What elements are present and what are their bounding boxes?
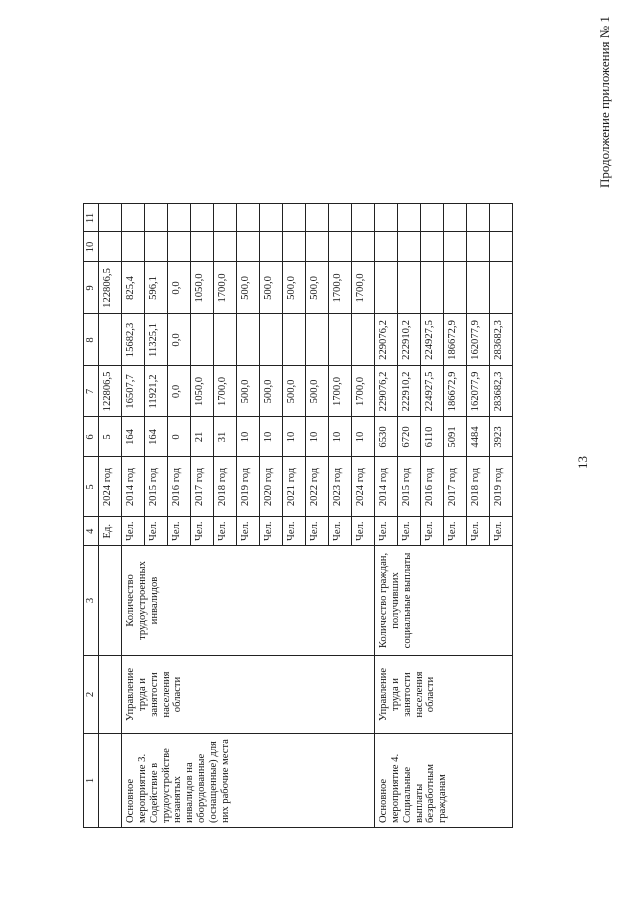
value-cell: 10 [306, 417, 329, 457]
total-cell: 1700,0 [352, 366, 375, 417]
col10-cell [444, 232, 467, 262]
unit-cell: Ед. [99, 517, 122, 546]
year-cell: 2018 год [214, 457, 237, 517]
indicator-cell: Количество трудоустроенных инвалидов [122, 546, 375, 656]
unit-cell: Чел. [375, 517, 398, 546]
value-cell: 4484 [467, 417, 490, 457]
federal-budget-cell: 1700,0 [214, 262, 237, 314]
unit-cell: Чел. [237, 517, 260, 546]
unit-cell: Чел. [283, 517, 306, 546]
unit-cell: Чел. [260, 517, 283, 546]
total-cell: 224927,5 [421, 366, 444, 417]
col11-cell [122, 204, 145, 232]
col10-cell [375, 232, 398, 262]
value-cell: 21 [191, 417, 214, 457]
col10-cell [421, 232, 444, 262]
federal-budget-cell: 596,1 [145, 262, 168, 314]
value-cell: 10 [260, 417, 283, 457]
regional-budget-cell: 11325,1 [145, 314, 168, 366]
total-cell: 122806,5 [99, 366, 122, 417]
regional-budget-cell: 222910,2 [398, 314, 421, 366]
table-row [122, 204, 145, 828]
regional-budget-cell [214, 314, 237, 366]
value-cell: 10 [283, 417, 306, 457]
regional-budget-cell [352, 314, 375, 366]
col10-cell [490, 232, 513, 262]
year-cell: 2024 год [352, 457, 375, 517]
unit-cell: Чел. [467, 517, 490, 546]
year-cell: 2019 год [490, 457, 513, 517]
col10-cell [467, 232, 490, 262]
col11-cell [99, 204, 122, 232]
year-cell: 2016 год [421, 457, 444, 517]
year-cell: 2017 год [191, 457, 214, 517]
total-cell: 229076,2 [375, 366, 398, 417]
value-cell: 3923 [490, 417, 513, 457]
col10-cell [237, 232, 260, 262]
col10-cell [99, 232, 122, 262]
value-cell: 5 [99, 417, 122, 457]
unit-cell: Чел. [329, 517, 352, 546]
total-cell: 11921,2 [145, 366, 168, 417]
column-number-cell: 10 [84, 232, 99, 262]
total-cell: 500,0 [237, 366, 260, 417]
activity-cell [99, 734, 122, 828]
column-number-row [84, 204, 99, 828]
col10-cell [352, 232, 375, 262]
value-cell: 164 [122, 417, 145, 457]
regional-budget-cell: 0,0 [168, 314, 191, 366]
col11-cell [145, 204, 168, 232]
unit-cell: Чел. [145, 517, 168, 546]
col11-cell [375, 204, 398, 232]
col11-cell [191, 204, 214, 232]
year-cell: 2016 год [168, 457, 191, 517]
regional-budget-cell: 224927,5 [421, 314, 444, 366]
col11-cell [214, 204, 237, 232]
federal-budget-cell: 1700,0 [352, 262, 375, 314]
column-number-cell: 8 [84, 314, 99, 366]
value-cell: 6110 [421, 417, 444, 457]
unit-cell: Чел. [214, 517, 237, 546]
value-cell: 10 [352, 417, 375, 457]
regional-budget-cell [329, 314, 352, 366]
column-number-cell: 6 [84, 417, 99, 457]
col11-cell [306, 204, 329, 232]
year-cell: 2017 год [444, 457, 467, 517]
col11-cell [237, 204, 260, 232]
year-cell: 2023 год [329, 457, 352, 517]
indicator-cell: Количество граждан, получивших социальные выплаты [375, 546, 513, 656]
total-cell: 500,0 [283, 366, 306, 417]
regional-budget-cell [260, 314, 283, 366]
executor-cell: Управление труда и занятости населения области [375, 656, 513, 734]
executor-cell: Управление труда и занятости населения области [122, 656, 375, 734]
unit-cell: Чел. [122, 517, 145, 546]
col10-cell [214, 232, 237, 262]
total-cell: 1050,0 [191, 366, 214, 417]
unit-cell: Чел. [398, 517, 421, 546]
total-cell: 1700,0 [214, 366, 237, 417]
total-cell: 162077,9 [467, 366, 490, 417]
federal-budget-cell: 500,0 [237, 262, 260, 314]
year-cell: 2020 год [260, 457, 283, 517]
column-number-cell: 4 [84, 517, 99, 546]
executor-cell [99, 656, 122, 734]
col10-cell [122, 232, 145, 262]
total-cell: 500,0 [306, 366, 329, 417]
federal-budget-cell [398, 262, 421, 314]
col11-cell [421, 204, 444, 232]
unit-cell: Чел. [490, 517, 513, 546]
total-cell: 16507,7 [122, 366, 145, 417]
col11-cell [444, 204, 467, 232]
federal-budget-cell [421, 262, 444, 314]
regional-budget-cell: 162077,9 [467, 314, 490, 366]
col10-cell [168, 232, 191, 262]
regional-budget-cell [237, 314, 260, 366]
federal-budget-cell: 122806,5 [99, 262, 122, 314]
year-cell: 2022 год [306, 457, 329, 517]
col11-cell [329, 204, 352, 232]
page-number: 13 [575, 456, 590, 469]
year-cell: 2024 год [99, 457, 122, 517]
regional-budget-cell: 186672,9 [444, 314, 467, 366]
total-cell: 500,0 [260, 366, 283, 417]
total-cell: 186672,9 [444, 366, 467, 417]
column-number-cell: 7 [84, 366, 99, 417]
year-cell: 2014 год [122, 457, 145, 517]
value-cell: 10 [237, 417, 260, 457]
appendix-continuation-note: Продолжение приложения № 1 [597, 16, 612, 188]
federal-budget-cell: 500,0 [306, 262, 329, 314]
value-cell: 31 [214, 417, 237, 457]
total-cell: 0,0 [168, 366, 191, 417]
col11-cell [490, 204, 513, 232]
col10-cell [398, 232, 421, 262]
value-cell: 0 [168, 417, 191, 457]
column-number-cell: 11 [84, 204, 99, 232]
total-cell: 1700,0 [329, 366, 352, 417]
federal-budget-cell: 500,0 [283, 262, 306, 314]
column-number-cell: 3 [84, 546, 99, 656]
federal-budget-cell [467, 262, 490, 314]
total-cell: 283682,3 [490, 366, 513, 417]
total-cell: 222910,2 [398, 366, 421, 417]
regional-budget-cell: 283682,3 [490, 314, 513, 366]
regional-budget-cell [283, 314, 306, 366]
col11-cell [260, 204, 283, 232]
unit-cell: Чел. [191, 517, 214, 546]
federal-budget-cell: 1050,0 [191, 262, 214, 314]
unit-cell: Чел. [168, 517, 191, 546]
year-cell: 2015 год [398, 457, 421, 517]
table-row [99, 204, 122, 828]
federal-budget-cell: 500,0 [260, 262, 283, 314]
unit-cell: Чел. [421, 517, 444, 546]
federal-budget-cell: 0,0 [168, 262, 191, 314]
unit-cell: Чел. [444, 517, 467, 546]
column-number-cell: 9 [84, 262, 99, 314]
year-cell: 2014 год [375, 457, 398, 517]
federal-budget-cell: 825,4 [122, 262, 145, 314]
col11-cell [283, 204, 306, 232]
unit-cell: Чел. [306, 517, 329, 546]
year-cell: 2021 год [283, 457, 306, 517]
year-cell: 2018 год [467, 457, 490, 517]
activity-cell: Основное мероприятие 3. Содействие в трудоустройстве незанятых инвалидов на оборудованные (оснащенные) для них рабочие места [122, 734, 375, 828]
indicators-table [83, 203, 513, 828]
col10-cell [329, 232, 352, 262]
federal-budget-cell [375, 262, 398, 314]
column-number-cell: 5 [84, 457, 99, 517]
regional-budget-cell: 229076,2 [375, 314, 398, 366]
regional-budget-cell [99, 314, 122, 366]
value-cell: 10 [329, 417, 352, 457]
col11-cell [352, 204, 375, 232]
value-cell: 6530 [375, 417, 398, 457]
year-cell: 2015 год [145, 457, 168, 517]
col10-cell [191, 232, 214, 262]
year-cell: 2019 год [237, 457, 260, 517]
activity-cell: Основное мероприятие 4. Социальные выплаты безработным гражданам [375, 734, 513, 828]
value-cell: 6720 [398, 417, 421, 457]
col11-cell [168, 204, 191, 232]
col10-cell [260, 232, 283, 262]
col10-cell [283, 232, 306, 262]
unit-cell: Чел. [352, 517, 375, 546]
regional-budget-cell [306, 314, 329, 366]
col11-cell [467, 204, 490, 232]
value-cell: 164 [145, 417, 168, 457]
regional-budget-cell: 15682,3 [122, 314, 145, 366]
column-number-cell: 1 [84, 734, 99, 828]
col10-cell [145, 232, 168, 262]
federal-budget-cell [490, 262, 513, 314]
col10-cell [306, 232, 329, 262]
value-cell: 5091 [444, 417, 467, 457]
col11-cell [398, 204, 421, 232]
federal-budget-cell: 1700,0 [329, 262, 352, 314]
regional-budget-cell [191, 314, 214, 366]
table-row [375, 204, 398, 828]
column-number-cell: 2 [84, 656, 99, 734]
indicator-cell [99, 546, 122, 656]
federal-budget-cell [444, 262, 467, 314]
